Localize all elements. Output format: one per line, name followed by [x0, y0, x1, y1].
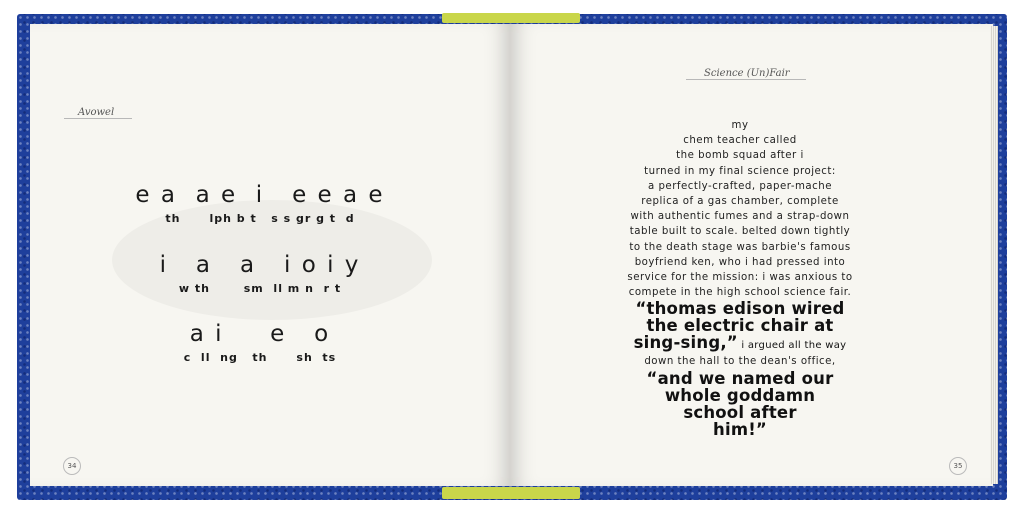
poem-line: turned in my final science project:: [644, 165, 836, 177]
poem-line: my: [731, 120, 749, 131]
quote-line: him!”: [713, 419, 767, 439]
quote-line: whole goddamn: [664, 385, 816, 405]
quote-end: sing-sing,”: [633, 333, 738, 353]
poem-line: table built to scale. belted down tightly: [629, 226, 851, 238]
row-3-consonants: c ll ng th sh ts: [183, 351, 337, 364]
left-running-head: Avowel: [78, 107, 115, 118]
poem-line: chem teacher called: [683, 135, 797, 147]
bookmark-ribbon-top: [442, 13, 580, 23]
poem-line: with authentic fumes and a strap-down: [630, 211, 850, 223]
poem-line: the bomb squad after i: [676, 150, 804, 162]
row-1-vowels: e a a e i e e a e: [135, 182, 385, 208]
bookmark-ribbon-bottom: [442, 487, 580, 499]
poem-line: replica of a gas chamber, complete: [641, 196, 839, 208]
row-3-vowels: a i e o: [189, 321, 331, 347]
page-edge: [990, 26, 998, 484]
quote-tail: i argued all the way: [737, 340, 847, 352]
poem-body: [560, 118, 920, 438]
quote-line: “and we named our: [646, 368, 834, 388]
poem-line: service for the mission: i was anxious to: [627, 272, 853, 284]
quote-line: “thomas edison wired: [635, 299, 845, 319]
left-running-head-rule: [64, 118, 132, 119]
poem-line: to the death stage was barbie's famous: [629, 241, 851, 253]
poem-line: boyfriend ken, who i had pressed into: [634, 256, 846, 268]
right-running-head-rule: [686, 79, 806, 80]
left-page-number: 34: [63, 457, 81, 475]
right-running-head: Science (Un)Fair: [704, 68, 790, 79]
poem-line: down the hall to the dean's office,: [644, 356, 836, 368]
row-2-consonants: w th sm ll m n r t: [178, 282, 342, 295]
right-page-number: 35: [949, 457, 967, 475]
poem-line: a perfectly-crafted, paper-mache: [647, 180, 832, 192]
quote-line: school after: [683, 402, 797, 422]
quote-line-mixed: [560, 334, 920, 354]
row-2-vowels: i a a i o i y: [159, 252, 361, 278]
row-1-consonants: th lph b t s s gr g t d: [165, 212, 355, 225]
quote-line: the electric chair at: [646, 316, 834, 336]
poem-line: compete in the high school science fair.: [628, 287, 852, 299]
